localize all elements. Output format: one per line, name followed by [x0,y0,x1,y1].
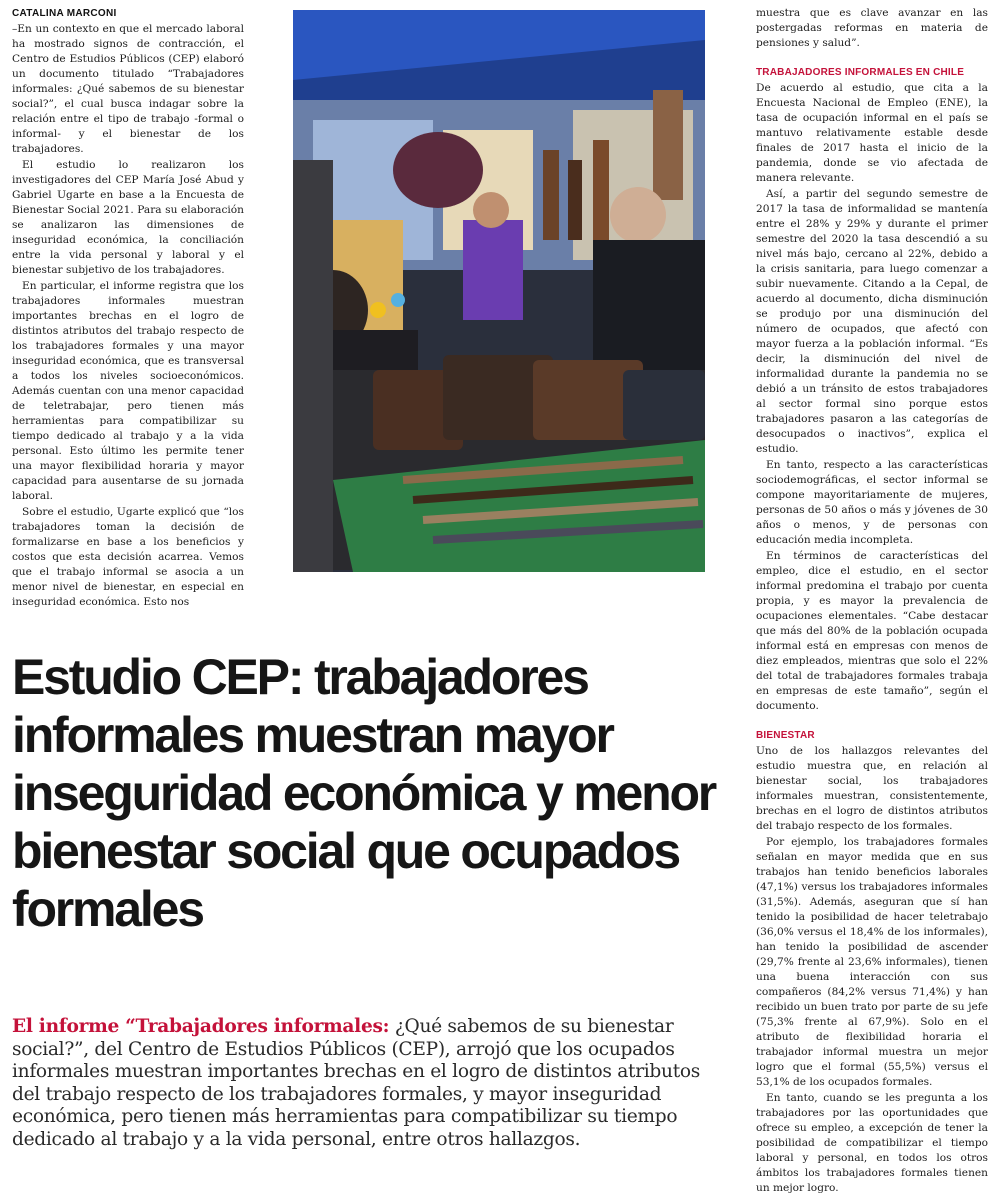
paragraph: –En un contexto en que el mercado laboral ha mostrado signos de contracción, el Centro de Estudios Públicos (CEP) elaboró un documento titulado “Trabajadores informales: ¿Qué sabemos de su bienestar social?”, el cual busca indagar sobre la relación entre el tipo de trabajo -formal o informal- y el bienestar de los trabajadores. [12,23,244,155]
paragraph: El estudio lo realizaron los investigadores del CEP María José Abud y Gabriel Ugarte en base a la Encuesta de Bienestar Social 2021. Para su elaboración se analizaron las dimensiones de inseguridad económica, la conciliación entre la vida personal y laboral y el bienestar subjetivo de los trabajadores. [12,159,244,276]
paragraph: En particular, el informe registra que los trabajadores informales muestran importantes brechas en el logro de distintos atributos del trabajo respecto de los trabajadores formales y una mayor inseguridad económica, que es transversal a todos los niveles socioeconómicos. Además cuentan con una menor capacidad de teletrabajar, pero tienen más herramientas para compatibilizar su tiempo dedicado al trabajo y a la vida personal. Esto último les permite tener una mayor flexibilidad horaria y mayor capacidad para ausentarse de su jornada laboral. [12,280,244,502]
lead-paragraph [12,1016,712,1151]
paragraph: En términos de características del empleo, dice el estudio, en el sector informal predomina el trabajo por cuenta propia, y es mayor la prevalencia de ocupaciones elementales. “Cabe destacar que más del 80% de la población ocupada informal está en empresas con menos de diez empleados, mientras que solo el 22% del total de trabajadores formales trabaja en empresas de este tamaño”, según el documento. [756,550,988,712]
article-column-1 [12,22,244,608]
paragraph: De acuerdo al estudio, que cita a la Encuesta Nacional de Empleo (ENE), la tasa de ocupación informal en el país se mantuvo relativamente estable desde finales de 2017 hasta el inicio de la pandemia, donde se vio afectada de manera relevante. [756,82,988,184]
paragraph: Uno de los hallazgos relevantes del estudio muestra que, en relación al bienestar social, los trabajadores informales muestran, consistentemente, brechas en el logro de distintos atributos del trabajo respecto de los formales. [756,745,988,832]
paragraph: Sobre el estudio, Ugarte explicó que “los trabajadores toman la decisión de formalizarse en base a los beneficios y costos que esta decisión acarrea. Vemos que el trabajo informal se asocia a un menor nivel de bienestar, en especial en inseguridad económica. Esto nos [12,506,244,608]
author-byline: CATALINA MARCONI [12,8,117,19]
lead-highlight: El informe “Trabajadores informales: [12,1016,390,1037]
section-heading: BIENESTAR [756,730,815,741]
headline: Estudio CEP: trabajadores informales muestran mayor inseguridad económica y menor bienestar social que ocupados formales [12,649,716,937]
market-photo [293,10,705,572]
section-heading: TRABAJADORES INFORMALES EN CHILE [756,67,965,78]
article-column-3 [756,6,988,1194]
paragraph: En tanto, cuando se les pregunta a los trabajadores por las oportunidades que ofrece su empleo, a excepción de tener la posibilidad de compatibilizar el tiempo laboral y personal, en todos los otros ámbitos los trabajadores formales tienen un mejor logro. [756,1092,988,1194]
lead-text: ¿Qué sabemos de su bienestar social?”, del Centro de Estudios Públicos (CEP), arrojó que los ocupados informales muestran importantes brechas en el logro de distintos atributos del trabajo respecto de los trabajadores formales, y mayor inseguridad económica, pero tienen más herramientas para compatibilizar su tiempo dedicado al trabajo y a la vida personal, entre otros hallazgos. [12,1016,701,1150]
paragraph: muestra que es clave avanzar en las postergadas reformas en materia de pensiones y salud”. [756,7,988,49]
paragraph: En tanto, respecto a las características sociodemográficas, el sector informal se compone mayoritariamente de mujeres, personas de 50 años o más y jóvenes de 30 años o menos, y de personas con educación media incompleta. [756,459,988,546]
paragraph: Por ejemplo, los trabajadores formales señalan en mayor medida que en sus trabajos han tenido beneficios laborales (47,1%) versus los trabajadores informales (31,5%). Además, aseguran que sí han tenido la posibilidad de hacer teletrabajo (36,0% versus el 18,4% de los informales), han tenido la posibilidad de ascender (29,7% frente al 23,6% informales), tienen una buena interacción con sus compañeros (84,2% versus 71,4%) y han recibido un buen trato por parte de su jefe (75,3% frente al 67,9%). Solo en el atributo de flexibilidad horaria el trabajador informal muestra un mejor logro que el formal (55,5%) versus el 53,1% de los ocupados formales. [756,836,988,1088]
paragraph: Así, a partir del segundo semestre de 2017 la tasa de informalidad se mantenía entre el 28% y 29% y durante el primer semestre del 2020 la tasa descendió a su nivel más bajo, cercano al 22%, debido a la crisis sanitaria, para luego comenzar a subir nuevamente. Citando a la Cepal, de acuerdo al documento, dicha disminución se produjo por una disminución del número de ocupados, que afectó con mayor fuerza a la población informal. “Es decir, la disminución del nivel de informalidad durante la pandemia no se debió a un tránsito de estos trabajadores al sector formal sino porque estos trabajadores pasaron a las categorías de desocupados o inactivos”, explica el estudio. [756,188,988,455]
